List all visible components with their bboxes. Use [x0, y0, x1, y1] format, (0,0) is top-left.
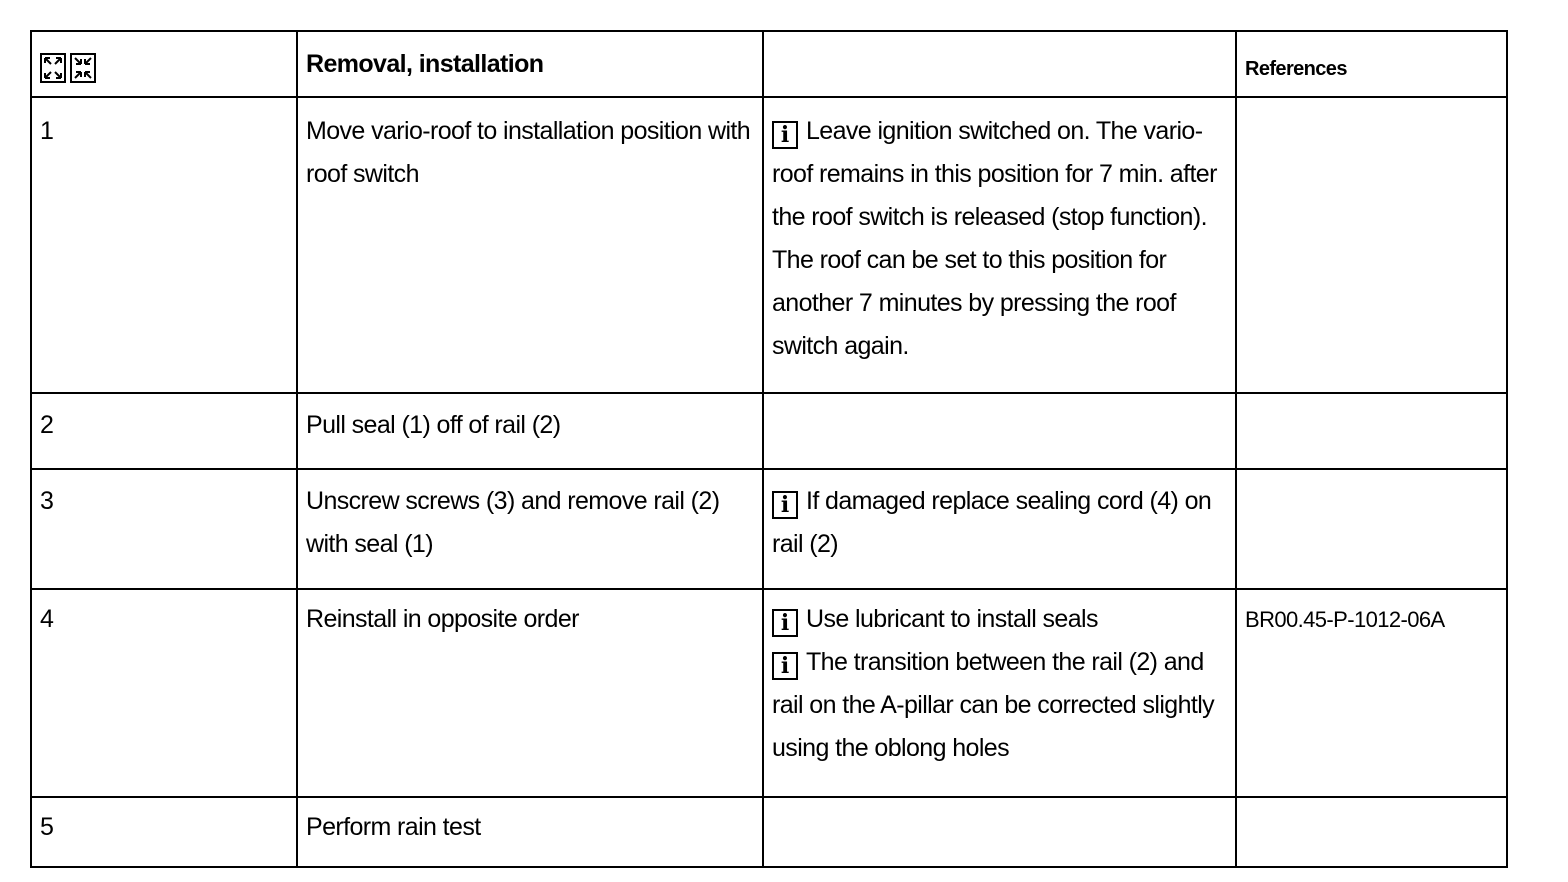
step-action: Move vario-roof to installation position with roof switch [297, 97, 763, 393]
step-number: 2 [31, 393, 297, 469]
step-reference [1236, 797, 1507, 867]
step-action: Perform rain test [297, 797, 763, 867]
table-row [31, 589, 1507, 797]
table-header-row [31, 31, 1507, 97]
header-notes [763, 31, 1236, 97]
reference-link[interactable]: BR00.45-P-1012-06A [1245, 607, 1445, 632]
header-icons-cell [31, 31, 297, 97]
note [772, 480, 1227, 566]
step-reference [1236, 469, 1507, 589]
note [772, 110, 1227, 368]
note-text: The transition between the rail (2) and rail on the A-pillar can be corrected slightly using the oblong holes [772, 648, 1215, 762]
step-reference[interactable] [1236, 589, 1507, 797]
table-row [31, 469, 1507, 589]
step-notes [763, 97, 1236, 393]
step-notes [763, 797, 1236, 867]
step-number: 3 [31, 469, 297, 589]
step-action: Reinstall in opposite order [297, 589, 763, 797]
note-text: If damaged replace sealing cord (4) on rail (2) [772, 487, 1212, 558]
info-icon: i [772, 121, 798, 149]
step-number: 4 [31, 589, 297, 797]
step-reference [1236, 393, 1507, 469]
note-text: Leave ignition switched on. The vario-roof remains in this position for 7 min. after the roof switch is released (stop function). The roof can be set to this position for another 7 minutes by pressing the roof switch again. [772, 117, 1217, 360]
tool-icon [70, 53, 96, 83]
step-notes [763, 589, 1236, 797]
header-title: Removal, installation [297, 31, 763, 97]
info-icon: i [772, 491, 798, 519]
table-row [31, 393, 1507, 469]
step-number: 5 [31, 797, 297, 867]
step-notes [763, 469, 1236, 589]
table-row [31, 797, 1507, 867]
note [772, 641, 1227, 770]
step-notes [763, 393, 1236, 469]
note-text: Use lubricant to install seals [806, 605, 1098, 633]
step-action: Pull seal (1) off of rail (2) [297, 393, 763, 469]
info-icon: i [772, 609, 798, 637]
step-action: Unscrew screws (3) and remove rail (2) with seal (1) [297, 469, 763, 589]
tool-icon [40, 53, 66, 83]
procedure-table [30, 30, 1508, 868]
note [772, 598, 1227, 641]
info-icon: i [772, 652, 798, 680]
header-references: References [1236, 31, 1507, 97]
step-number: 1 [31, 97, 297, 393]
step-reference [1236, 97, 1507, 393]
table-row [31, 97, 1507, 393]
